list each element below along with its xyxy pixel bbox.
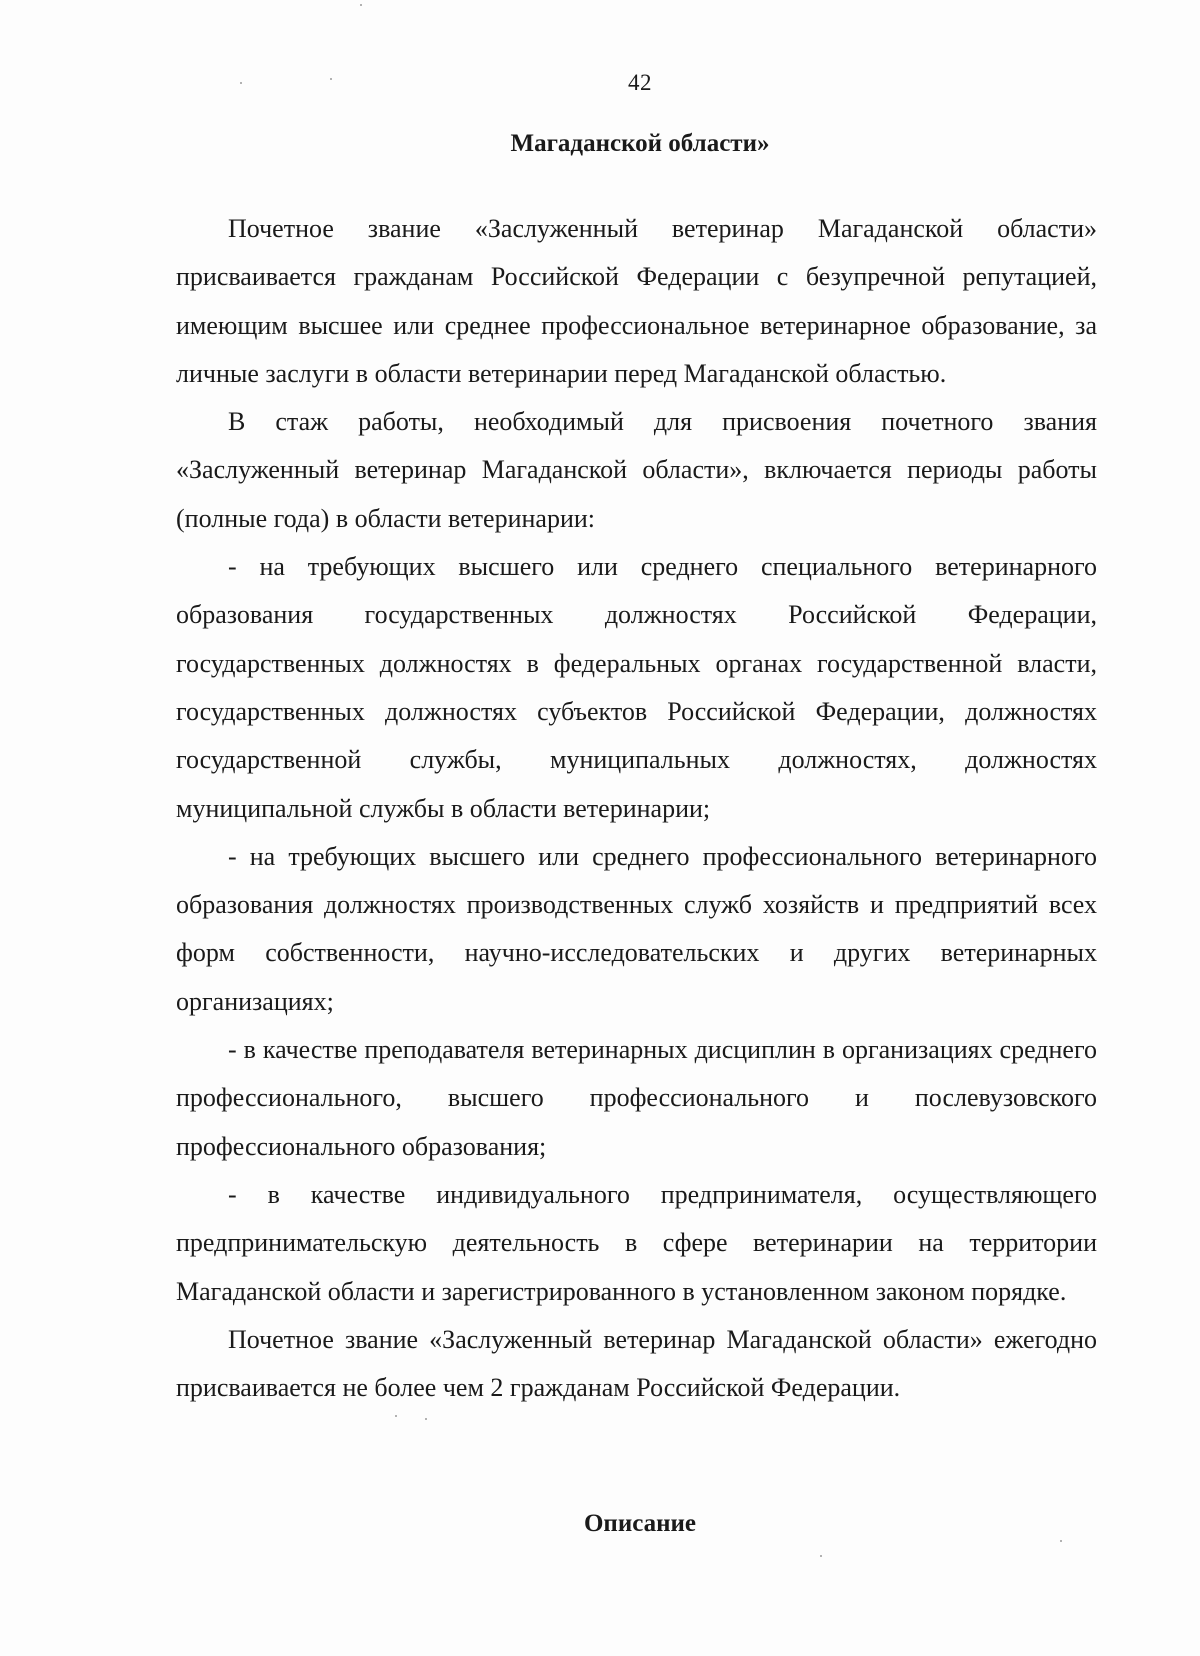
document-body [176, 205, 1097, 1412]
description-heading: Описание [583, 1510, 697, 1537]
list-item-government-positions: - на требующих высшего или среднего специального ветеринарного образования государственных должностях Российской Федерации, государственных должностях в федеральных органах государственной власти, государственных должностях субъектов Российской Федерации, должностях государственной службы, муниципальных должностях, должностях муниципальной службы в области ветеринарии; [176, 552, 1097, 823]
scan-speck [425, 1418, 427, 1420]
list-item-production-services: - на требующих высшего или среднего профессионального ветеринарного образования должностях производственных служб хозяйств и предприятий всех форм собственности, научно-исследовательских и других ветеринарных организациях; [176, 841, 1097, 1016]
paragraph-honorary-title: Почетное звание «Заслуженный ветеринар Магаданской области» присваивается гражданам Российской Федерации с безупречной репутацией, имеющим высшее или среднее профессиональное ветеринарное образование, за личные заслуги в области ветеринарии перед Магаданской областью. [176, 214, 1097, 388]
paragraph-work-experience: В стаж работы, необходимый для присвоения почетного звания «Заслуженный ветеринар Магаданской области», включается периоды работы (полные года) в области ветеринарии: [176, 407, 1097, 533]
scan-speck [1060, 1540, 1062, 1542]
scan-speck [330, 78, 332, 80]
scan-speck [820, 1555, 822, 1557]
list-item-entrepreneur: - в качестве индивидуального предпринимателя, осуществляющего предпринимательскую деятельность в сфере ветеринарии на территории Магаданской области и зарегистрированного в установленном законом порядке. [176, 1179, 1097, 1306]
scan-speck [395, 1415, 397, 1417]
list-item-teaching: - в качестве преподавателя ветеринарных дисциплин в организациях среднего профессионального, высшего профессионального и послевузовского профессионального образования; [176, 1035, 1097, 1161]
section-heading: Магаданской области» [510, 130, 770, 157]
paragraph-annual-limit: Почетное звание «Заслуженный ветеринар Магаданской области» ежегодно присваивается не более чем 2 гражданам Российской Федерации. [176, 1324, 1097, 1403]
scan-speck [240, 82, 242, 84]
scan-speck [360, 4, 362, 6]
page-number: 42 [628, 70, 652, 95]
